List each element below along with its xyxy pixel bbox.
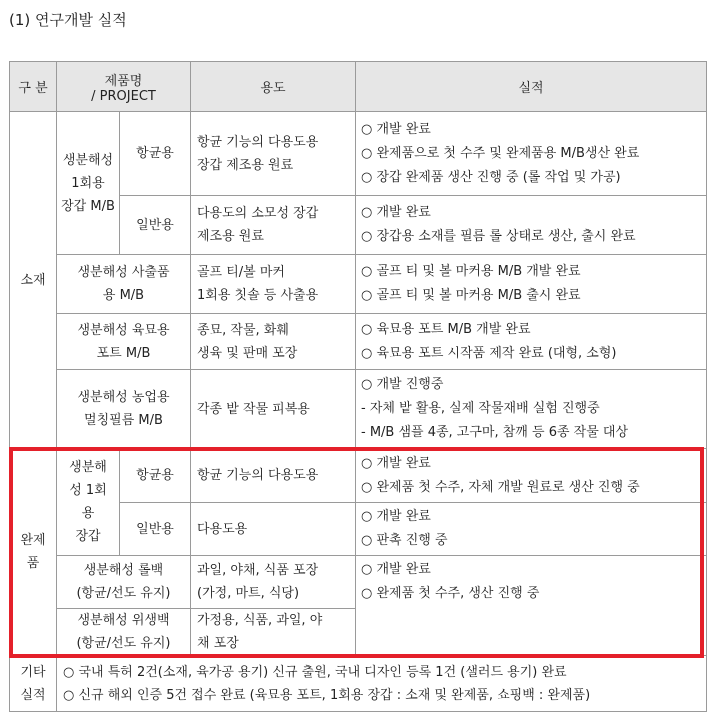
rnd-results-table (9, 61, 707, 712)
category-wanjepum: 완제 품 (10, 449, 57, 656)
use-cell: 항균 기능의 다용도용 (191, 449, 356, 503)
table-row (10, 255, 707, 314)
product-subtype: 항균용 (120, 112, 191, 196)
table-row (10, 112, 707, 196)
product-subtype: 일반용 (120, 196, 191, 255)
category-sojae: 소재 (10, 112, 57, 449)
table-row (10, 314, 707, 370)
result-cell: ○ 육묘용 포트 M/B 개발 완료 ○ 육묘용 포트 시작품 제작 완료 (대형, 소형) (356, 314, 707, 370)
use-cell: 다용도용 (191, 503, 356, 556)
use-cell: 다용도의 소모성 장갑 제조용 원료 (191, 196, 356, 255)
result-cell: ○ 골프 티 및 볼 마커용 M/B 개발 완료 ○ 골프 티 및 볼 마커용 M/B 출시 완료 (356, 255, 707, 314)
use-cell: 각종 밭 작물 피복용 (191, 370, 356, 449)
result-cell: ○ 개발 완료 ○ 완제품 첫 수주, 생산 진행 중 (356, 556, 707, 656)
result-cell: ○ 개발 완료 ○ 완제품 첫 수주, 자체 개발 원료로 생산 진행 중 (356, 449, 707, 503)
header-use: 용도 (191, 62, 356, 112)
section-heading: (1) 연구개발 실적 (9, 11, 127, 29)
result-cell: ○ 개발 완료 ○ 완제품으로 첫 수주 및 완제품용 M/B생산 완료 ○ 장갑 완제품 생산 진행 중 (롤 작업 및 가공) (356, 112, 707, 196)
table-header-row (10, 62, 707, 112)
product-subtype: 항균용 (120, 449, 191, 503)
use-cell: 가정용, 식품, 과일, 야 채 포장 (191, 609, 356, 656)
header-result: 실적 (356, 62, 707, 112)
result-cell: ○ 개발 완료 ○ 장갑용 소재를 필름 롤 상태로 생산, 출시 완료 (356, 196, 707, 255)
product-name: 생분해성 위생백 (항균/선도 유지) (57, 609, 191, 656)
product-name: 생분해 성 1회 용 장갑 (57, 449, 120, 556)
result-cell: ○ 개발 진행중 - 자체 밭 활용, 실제 작물재배 실험 진행중 - M/B 샘플 4종, 고구마, 참깨 등 6종 작물 대상 (356, 370, 707, 449)
product-name: 생분해성 농업용 멀칭필름 M/B (57, 370, 191, 449)
category-etc: 기타 실적 (10, 656, 57, 712)
product-name: 생분해성 사출품 용 M/B (57, 255, 191, 314)
use-cell: 과일, 야채, 식품 포장 (가정, 마트, 식당) (191, 556, 356, 609)
product-name: 생분해성 육묘용 포트 M/B (57, 314, 191, 370)
use-cell: 종묘, 작물, 화훼 생육 및 판매 포장 (191, 314, 356, 370)
table-row (10, 556, 707, 609)
header-category: 구 분 (10, 62, 57, 112)
table-row (10, 449, 707, 503)
product-name: 생분해성 1회용 장갑 M/B (57, 112, 120, 255)
product-subtype: 일반용 (120, 503, 191, 556)
product-name: 생분해성 롤백 (항균/선도 유지) (57, 556, 191, 609)
table-row (10, 370, 707, 449)
header-product: 제품명 / PROJECT (57, 62, 191, 112)
table-row (10, 656, 707, 712)
use-cell: 골프 티/볼 마커 1회용 칫솔 등 사출용 (191, 255, 356, 314)
use-cell: 항균 기능의 다용도용 장갑 제조용 원료 (191, 112, 356, 196)
result-cell: ○ 개발 완료 ○ 판촉 진행 중 (356, 503, 707, 556)
etc-results: ○ 국내 특허 2건(소재, 육가공 용기) 신규 출원, 국내 디자인 등록 1건 (샐러드 용기) 완료 ○ 신규 해외 인증 5건 접수 완료 (육묘용 포트, 1회용 장갑 : 소재 및 완제품, 쇼핑백 : 완제품) (57, 656, 707, 712)
